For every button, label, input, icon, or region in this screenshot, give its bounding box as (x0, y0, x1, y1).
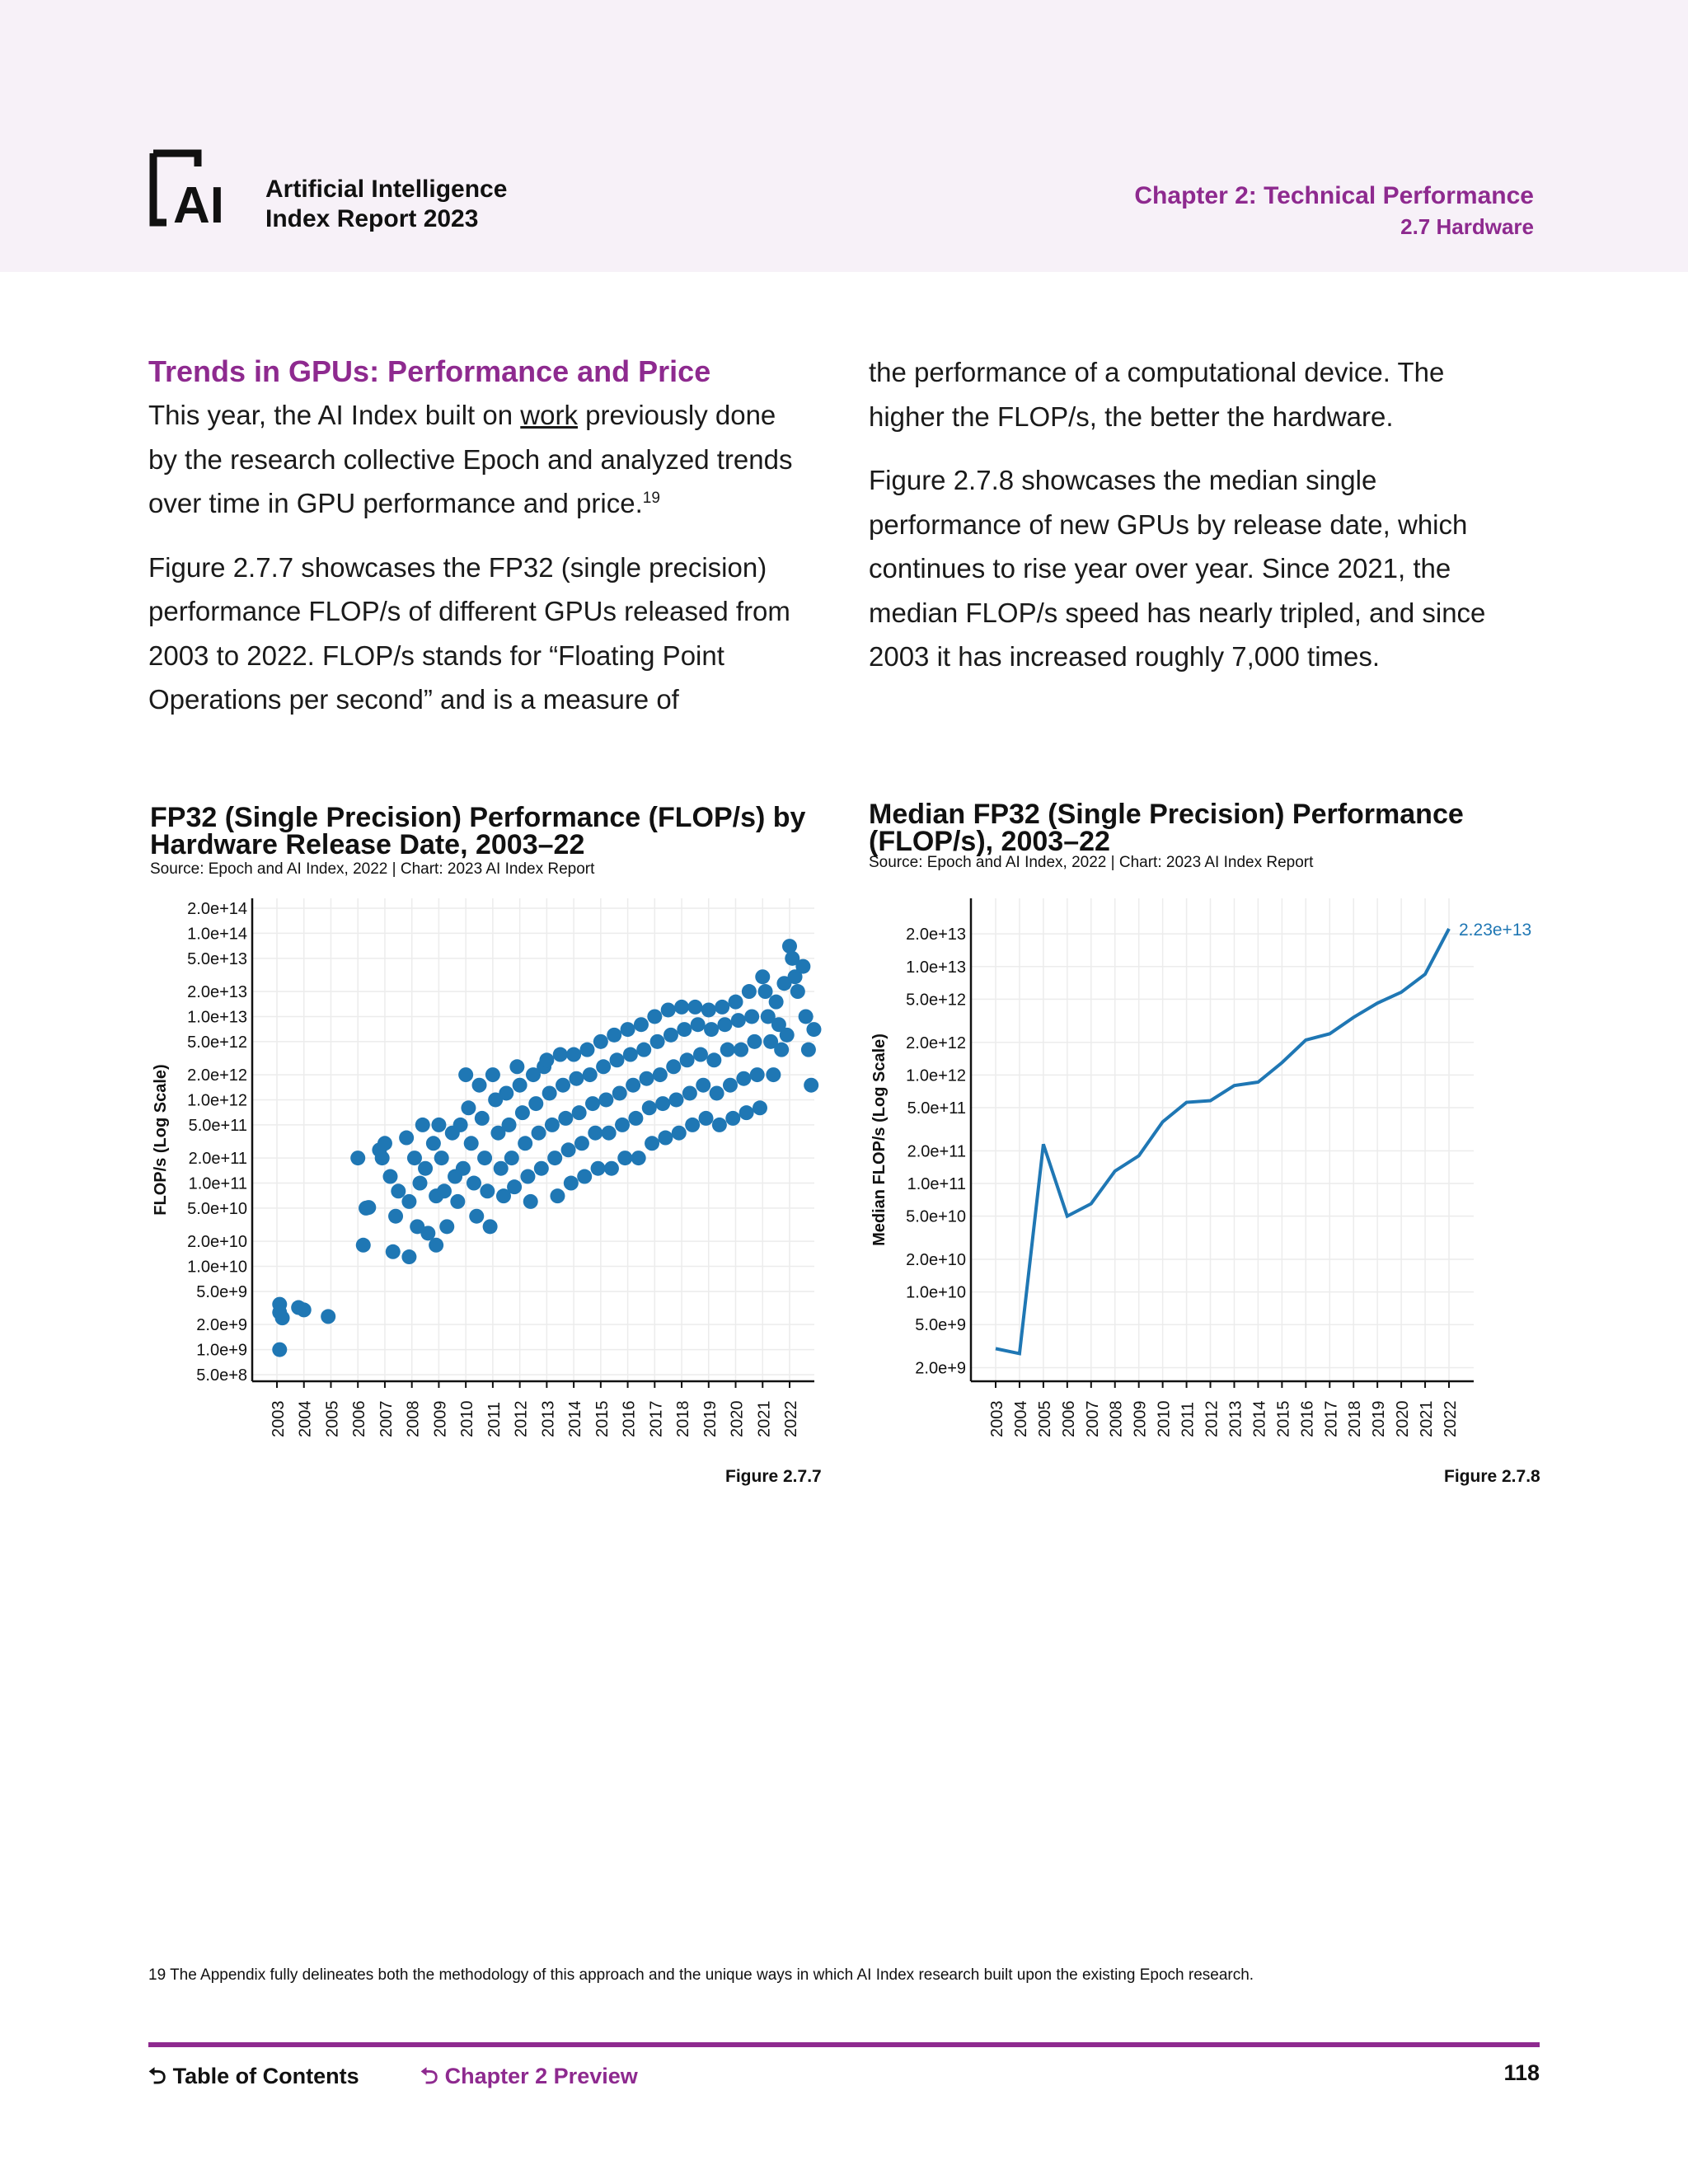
work-link[interactable]: work (520, 400, 578, 430)
scatter-point (509, 1059, 524, 1074)
y-tick-label: 1.0e+13 (906, 958, 966, 977)
scatter-point (626, 1078, 640, 1093)
x-tick-label: 2016 (1298, 1400, 1317, 1437)
x-tick-label: 2004 (1011, 1400, 1030, 1437)
scatter-point (401, 1194, 416, 1209)
y-tick-label: 5.0e+11 (907, 1099, 966, 1118)
scatter-point (350, 1151, 365, 1165)
x-tick-label: 2014 (566, 1400, 585, 1437)
x-tick-label: 2008 (404, 1400, 423, 1437)
x-tick-label: 2018 (674, 1400, 693, 1437)
scatter-point (615, 1118, 630, 1132)
scatter-point (532, 1126, 546, 1141)
x-tick-label: 2011 (1179, 1401, 1198, 1437)
scatter-point (636, 1043, 651, 1057)
scatter-point (769, 995, 784, 1010)
scatter-point (621, 1022, 635, 1037)
scatter-point (710, 1085, 724, 1100)
scatter-point (642, 1100, 657, 1115)
scatter-point (550, 1188, 565, 1203)
scatter-point (598, 1092, 613, 1107)
body-column-right (869, 350, 1520, 699)
end-value-label: 2.23e+13 (1459, 920, 1532, 940)
scatter-point (631, 1151, 646, 1165)
chart2-source: Source: Epoch and AI Index, 2022 | Chart: 2023 AI Index Report (869, 854, 1314, 871)
table-of-contents-link[interactable] (148, 2060, 359, 2098)
scatter-point (720, 1043, 735, 1057)
scatter-point (504, 1151, 519, 1165)
footnote-19: 19 The Appendix fully delineates both the methodology of this approach and the unique ways in which AI Index research built upon the existing Epoch research. (148, 1966, 1254, 1984)
brand-line-1: Artificial Intelligence (265, 176, 508, 203)
y-tick-label: 1.0e+13 (187, 1008, 247, 1027)
scatter-point (685, 1118, 700, 1132)
x-tick-label: 2012 (512, 1400, 531, 1437)
scatter-point (461, 1100, 476, 1115)
scatter-point (275, 1310, 290, 1325)
scatter-point (391, 1183, 406, 1198)
scatter-point (687, 1000, 702, 1015)
x-tick-label: 2014 (1250, 1400, 1269, 1437)
y-tick-label: 1.0e+10 (187, 1258, 247, 1277)
scatter-point (386, 1244, 401, 1259)
y-tick-label: 2.0e+10 (187, 1233, 247, 1252)
return-arrow-icon: ⮌ (420, 2064, 438, 2088)
x-tick-label: 2008 (1107, 1400, 1126, 1437)
scatter-point (577, 1169, 592, 1184)
scatter-point (483, 1219, 498, 1234)
scatter-point (518, 1136, 532, 1151)
scatter-point (736, 1071, 751, 1086)
scatter-point (583, 1067, 598, 1082)
x-tick-label: 2018 (1346, 1400, 1365, 1437)
scatter-point (520, 1169, 535, 1184)
scatter-point (480, 1183, 495, 1198)
chart1-title: FP32 (Single Precision) Performance (FLOP/s) by Hardware Release Date, 2003–22 (150, 802, 806, 860)
scatter-point (485, 1067, 500, 1082)
y-tick-label: 5.0e+8 (196, 1366, 247, 1385)
scatter-point (655, 1096, 670, 1111)
scatter-point (596, 1059, 611, 1074)
scatter-point (494, 1161, 509, 1176)
chapter-preview-label: Chapter 2 Preview (444, 2064, 638, 2088)
scatter-point (434, 1151, 449, 1165)
scatter-point (574, 1136, 589, 1151)
y-tick-label: 1.0e+12 (906, 1066, 966, 1085)
y-tick-label: 1.0e+9 (196, 1341, 247, 1360)
y-tick-label: 5.0e+9 (196, 1282, 247, 1301)
scatter-point (717, 1017, 732, 1032)
x-tick-label: 2021 (1418, 1400, 1437, 1437)
scatter-point (513, 1078, 528, 1093)
chart1-source: Source: Epoch and AI Index, 2022 | Chart: 2023 AI Index Report (150, 860, 595, 878)
scatter-point (413, 1176, 428, 1191)
scatter-point (691, 1017, 706, 1032)
article-title: Trends in GPUs: Performance and Price (148, 354, 711, 388)
y-axis-label: Median FLOP/s (Log Scale) (870, 1033, 889, 1246)
y-tick-label: 5.0e+13 (187, 949, 247, 968)
scatter-point (602, 1126, 617, 1141)
ai-index-logo-icon (148, 148, 239, 227)
scatter-point (734, 1043, 748, 1057)
x-tick-label: 2005 (1035, 1400, 1054, 1437)
scatter-point (439, 1219, 454, 1234)
scatter-point (699, 1111, 714, 1126)
scatter-point (604, 1161, 619, 1176)
section-title: 2.7 Hardware (1400, 214, 1534, 239)
chapter-heading (1134, 180, 1534, 241)
scatter-point (523, 1194, 538, 1209)
paragraph-2: Figure 2.7.7 showcases the FP32 (single precision) performance FLOP/s of different GPUs released from 2003 to 2022. FLOP/s stands for “Floating Point Operations per second” and is a measure of (148, 551, 790, 715)
scatter-point (677, 1022, 692, 1037)
scatter-point (653, 1067, 668, 1082)
scatter-point (612, 1085, 627, 1100)
scatter-point (645, 1136, 659, 1151)
x-tick-label: 2009 (1131, 1400, 1150, 1437)
scatter-point (704, 1022, 719, 1037)
svg-text:AI: AI (173, 177, 224, 227)
figure-2-7-7-label: Figure 2.7.7 (725, 1467, 822, 1486)
scatter-point (415, 1118, 430, 1132)
scatter-point (472, 1078, 487, 1093)
scatter-point (593, 1034, 608, 1049)
scatter-point (272, 1343, 287, 1357)
x-tick-label: 2017 (647, 1400, 666, 1437)
scatter-point (723, 1078, 738, 1093)
scatter-point (558, 1111, 573, 1126)
scatter-point (628, 1111, 643, 1126)
y-tick-label: 1.0e+10 (906, 1283, 966, 1302)
scatter-point (453, 1118, 468, 1132)
scatter-point (739, 1105, 754, 1120)
y-tick-label: 5.0e+11 (188, 1116, 247, 1135)
scatter-point (467, 1176, 481, 1191)
scatter-point (650, 1034, 665, 1049)
scatter-point (429, 1238, 443, 1253)
scatter-point (591, 1161, 606, 1176)
scatter-point (515, 1105, 530, 1120)
scatter-point (607, 1028, 621, 1043)
scatter-point (556, 1078, 570, 1093)
y-tick-label: 2.0e+12 (906, 1033, 966, 1052)
chapter-title: Chapter 2: Technical Performance (1134, 182, 1534, 209)
x-tick-label: 2006 (350, 1400, 369, 1437)
y-tick-label: 2.0e+13 (187, 983, 247, 1002)
report-brand (265, 175, 507, 234)
paragraph-1: This year, the AI Index built on work previously done by the research collective Epoch and analyzed trends over time in GPU performance and price.$^{19}$ (148, 400, 793, 518)
body-column-left (148, 350, 799, 742)
scatter-point (742, 984, 757, 999)
chapter-preview-link[interactable] (420, 2060, 638, 2098)
x-tick-label: 2017 (1322, 1400, 1341, 1437)
x-tick-label: 2010 (1155, 1400, 1174, 1437)
scatter-point (356, 1238, 371, 1253)
x-tick-label: 2007 (377, 1400, 396, 1437)
y-tick-label: 2.0e+14 (187, 900, 247, 918)
footer-rule (148, 2042, 1540, 2047)
x-tick-label: 2007 (1083, 1400, 1102, 1437)
paragraph-3: the performance of a computational device. The higher the FLOP/s, the better the hardware. (869, 357, 1445, 432)
scatter-point (539, 1052, 554, 1067)
scatter-point (696, 1078, 710, 1093)
x-tick-label: 2013 (539, 1400, 558, 1437)
scatter-point (672, 1126, 687, 1141)
scatter-point (680, 1052, 695, 1067)
y-axis-label: FLOP/s (Log Scale) (152, 1064, 170, 1216)
scatter-point (801, 1043, 816, 1057)
scatter-point (499, 1085, 513, 1100)
scatter-point (377, 1136, 392, 1151)
median-line-chart (844, 882, 1688, 1459)
y-tick-label: 5.0e+9 (915, 1316, 966, 1335)
scatter-point (407, 1151, 422, 1165)
scatter-point (795, 959, 810, 974)
scatter-point (725, 1111, 740, 1126)
scatter-point (790, 984, 805, 999)
scatter-point (701, 1002, 716, 1017)
scatter-point (639, 1071, 654, 1086)
y-tick-label: 5.0e+10 (906, 1207, 966, 1226)
scatter-point (731, 1013, 746, 1028)
scatter-point (663, 1028, 678, 1043)
scatter-point (706, 1052, 721, 1067)
scatter-point (469, 1209, 484, 1224)
y-tick-label: 5.0e+10 (187, 1199, 247, 1218)
scatter-point (458, 1067, 473, 1082)
x-tick-label: 2010 (458, 1400, 477, 1437)
scatter-point (375, 1151, 390, 1165)
y-tick-label: 5.0e+12 (187, 1033, 247, 1052)
scatter-point (755, 969, 770, 984)
x-tick-label: 2003 (988, 1400, 1006, 1437)
toc-label: Table of Contents (172, 2064, 359, 2088)
scatter-point (712, 1118, 727, 1132)
scatter-point (569, 1071, 584, 1086)
scatter-point (585, 1096, 600, 1111)
scatter-point (766, 1067, 781, 1082)
scatter-point (507, 1179, 522, 1194)
scatter-point (579, 1043, 594, 1057)
y-tick-label: 5.0e+12 (906, 991, 966, 1010)
scatter-point (418, 1161, 433, 1176)
y-tick-label: 2.0e+9 (196, 1316, 247, 1335)
y-tick-label: 1.0e+11 (188, 1174, 247, 1193)
chart2-title: Median FP32 (Single Precision) Performance (FLOP/s), 2003–22 (869, 799, 1464, 857)
scatter-point (750, 1067, 765, 1082)
scatter-point (799, 1009, 814, 1024)
y-tick-label: 1.0e+11 (907, 1174, 966, 1193)
scatter-point (297, 1302, 312, 1317)
scatter-point (475, 1111, 490, 1126)
y-tick-label: 2.0e+12 (187, 1066, 247, 1085)
scatter-point (361, 1200, 376, 1215)
scatter-point (545, 1118, 560, 1132)
scatter-point (609, 1052, 624, 1067)
scatter-point (666, 1059, 681, 1074)
x-tick-label: 2019 (701, 1400, 720, 1437)
scatter-point (464, 1136, 479, 1151)
scatter-point (658, 1131, 673, 1146)
x-tick-label: 2022 (1442, 1400, 1460, 1437)
scatter-point (401, 1249, 416, 1264)
footnote-ref[interactable]: 19 (642, 490, 660, 507)
scatter-point (780, 1028, 795, 1043)
scatter-point (729, 995, 743, 1010)
figure-2-7-8-label: Figure 2.7.8 (1444, 1467, 1540, 1486)
y-tick-label: 2.0e+9 (915, 1359, 966, 1378)
scatter-point (774, 1043, 789, 1057)
scatter-point (747, 1034, 762, 1049)
x-tick-label: 2004 (296, 1400, 315, 1437)
scatter-point (399, 1131, 414, 1146)
x-tick-label: 2015 (593, 1400, 612, 1437)
x-tick-label: 2005 (323, 1400, 342, 1437)
scatter-point (528, 1096, 543, 1111)
scatter-point (437, 1183, 452, 1198)
scatter-point (669, 1092, 684, 1107)
scatter-point (426, 1136, 441, 1151)
scatter-point (588, 1126, 603, 1141)
x-tick-label: 2003 (270, 1400, 288, 1437)
scatter-point (572, 1105, 587, 1120)
scatter-point (566, 1047, 581, 1062)
scatter-point (450, 1194, 465, 1209)
y-tick-label: 1.0e+12 (187, 1091, 247, 1110)
scatter-point (561, 1142, 576, 1157)
scatter-point (388, 1209, 403, 1224)
scatter-point (758, 984, 773, 999)
x-tick-label: 2022 (782, 1400, 800, 1437)
x-tick-label: 2020 (1394, 1400, 1413, 1437)
scatter-point (502, 1118, 517, 1132)
scatter-point (744, 1009, 759, 1024)
x-tick-label: 2006 (1059, 1400, 1078, 1437)
median-series-line (996, 929, 1449, 1353)
scatter-point (456, 1161, 471, 1176)
x-tick-label: 2020 (728, 1400, 747, 1437)
scatter-point (534, 1161, 549, 1176)
brand-line-2: Index Report 2023 (265, 205, 479, 232)
y-tick-label: 2.0e+11 (188, 1150, 247, 1169)
scatter-point (647, 1009, 662, 1024)
x-tick-label: 2013 (1226, 1400, 1245, 1437)
page-number: 118 (1503, 2060, 1540, 2085)
scatter-point (477, 1151, 492, 1165)
x-tick-label: 2016 (620, 1400, 639, 1437)
x-tick-label: 2015 (1274, 1400, 1293, 1437)
y-tick-label: 2.0e+10 (906, 1250, 966, 1269)
x-tick-label: 2009 (431, 1400, 450, 1437)
scatter-point (321, 1309, 335, 1324)
y-tick-label: 2.0e+13 (906, 926, 966, 944)
y-tick-label: 2.0e+11 (907, 1142, 966, 1161)
scatter-point (623, 1047, 638, 1062)
scatter-point (753, 1100, 767, 1115)
scatter-point (542, 1085, 557, 1100)
scatter-point (547, 1151, 562, 1165)
x-tick-label: 2011 (485, 1401, 504, 1437)
scatter-point (382, 1169, 397, 1184)
scatter-point (806, 1022, 821, 1037)
return-arrow-icon: ⮌ (148, 2064, 166, 2088)
scatter-point (634, 1017, 649, 1032)
scatter-point (553, 1047, 568, 1062)
paragraph-4: Figure 2.7.8 showcases the median single performance of new GPUs by release date, which continues to rise year over year. Since 2021, the median FLOP/s speed has nearly tripled, and since 2003 it has increased roughly 7,000 times. (869, 465, 1486, 672)
x-tick-label: 2012 (1203, 1400, 1221, 1437)
scatter-point (661, 1002, 676, 1017)
scatter-point (804, 1078, 818, 1093)
scatter-point (693, 1047, 708, 1062)
x-tick-label: 2021 (755, 1400, 774, 1437)
scatter-point (564, 1176, 579, 1191)
scatter-chart (0, 882, 844, 1459)
x-tick-label: 2019 (1370, 1400, 1389, 1437)
scatter-point (715, 1000, 729, 1015)
scatter-point (431, 1118, 446, 1132)
scatter-point (617, 1151, 632, 1165)
scatter-point (674, 1000, 689, 1015)
y-tick-label: 1.0e+14 (187, 925, 247, 944)
scatter-point (682, 1085, 697, 1100)
